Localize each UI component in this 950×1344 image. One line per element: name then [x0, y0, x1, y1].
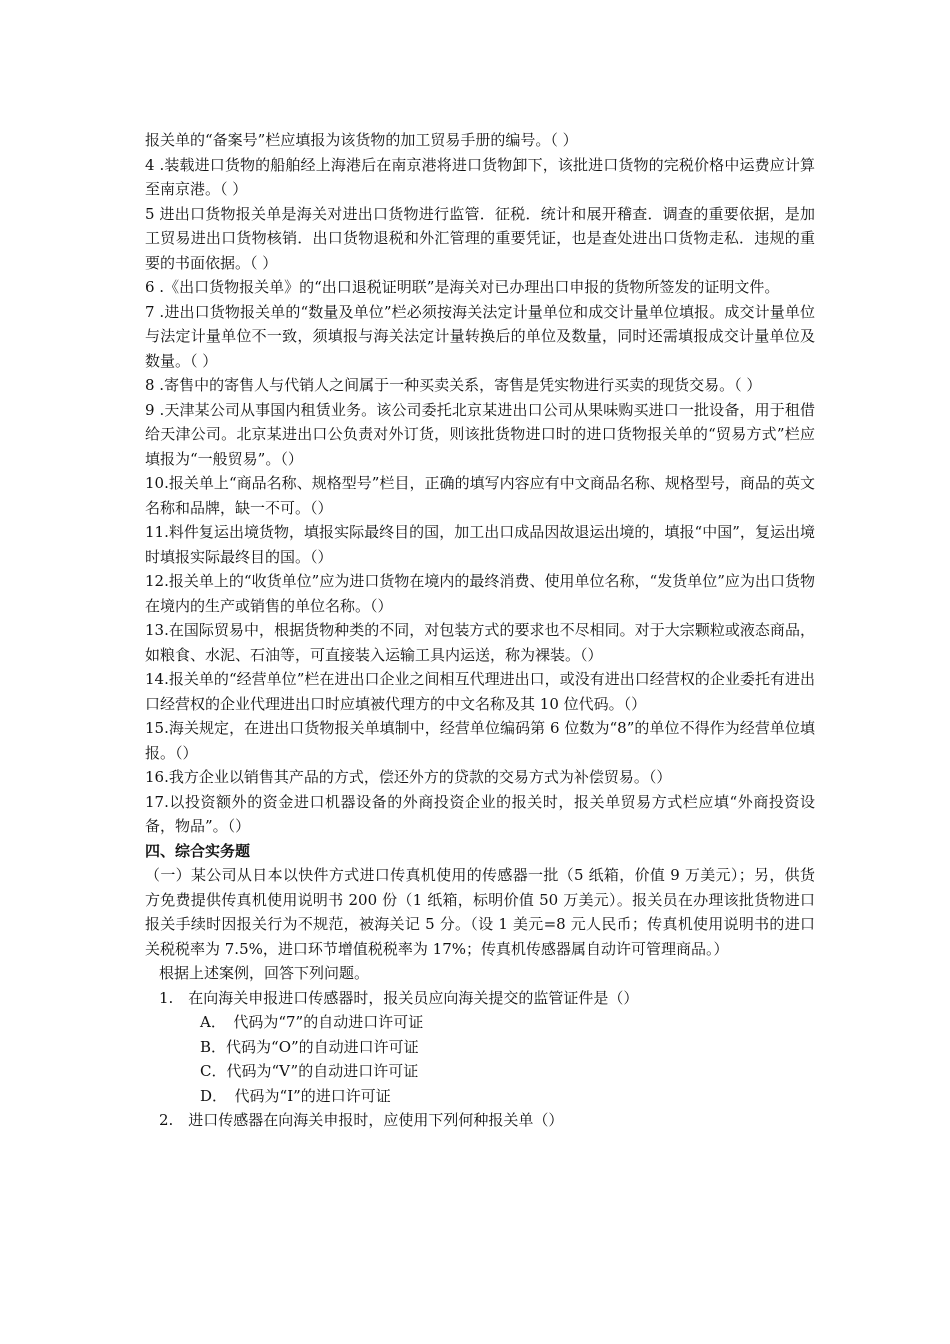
paragraph-7: 7 .进出口货物报关单的“数量及单位”栏必须按海关法定计量单位和成交计量单位填报。成交计量单位与法定计量单位不一致，须填报与海关法定计量转换后的单位及数量，同时还需填报成交计量单位及数量。（ ） [145, 302, 815, 370]
paragraph-4: 4 .装载进口货物的船舶经上海港后在南京港将进口货物卸下，该批进口货物的完税价格中运费应计算至南京港。（ ） [145, 155, 815, 198]
section-heading: 四、综合实务题 [145, 841, 251, 860]
paragraph-13: 13.在国际贸易中，根据货物种类的不同，对包装方式的要求也不尽相同。对于大宗颗粒或液态商品，如粮食、水泥、石油等，可直接装入运输工具内运送，称为裸装。（） [145, 621, 815, 664]
paragraph-5: 5 进出口货物报关单是海关对进出口货物进行监管．征税．统计和展开稽查．调查的重要依据，是加工贸易进出口货物核销．出口货物退税和外汇管理的重要凭证，也是查处进出口货物走私．违规的重要的书面依据。（ ） [145, 204, 815, 272]
paragraph-9: 9 .天津某公司从事国内租赁业务。该公司委托北京某进出口公司从果味购买进口一批设备，用于租借给天津公司。北京某进出口公负责对外订货，则该批货物进口时的进口货物报关单的“贸易方式”栏应填报为“一般贸易”。（） [145, 400, 815, 468]
paragraph-8: 8 .寄售中的寄售人与代销人之间属于一种买卖关系，寄售是凭实物进行买卖的现货交易。（ ） [145, 376, 762, 394]
paragraph-17: 17.以投资额外的资金进口机器设备的外商投资企业的报关时，报关单贸易方式栏应填“外商投资设备，物品”。（） [145, 792, 815, 835]
question-1-option-b: B．代码为“O”的自动进口许可证 [200, 1037, 419, 1056]
paragraph-6: 6 .《出口货物报关单》的“出口退税证明联”是海关对已办理出口申报的货物所签发的证明文件。 [145, 278, 780, 296]
paragraph-10: 10.报关单上“商品名称、规格型号”栏目，正确的填写内容应有中文商品名称、规格型号，商品的英文名称和品牌，缺一不可。（） [145, 474, 815, 517]
case-prompt: 根据上述案例，回答下列问题。 [159, 964, 370, 982]
paragraph-14: 14.报关单的“经营单位”栏在进出口企业之间相互代理进出口，或没有进出口经营权的企业委托有进出口经营权的企业代理进出口时应填被代理方的中文名称及其 10 位代码。（） [145, 670, 815, 713]
paragraph-16: 16.我方企业以销售其产品的方式，偿还外方的贷款的交易方式为补偿贸易。（） [145, 768, 672, 786]
paragraph-12: 12.报关单上的“收货单位”应为进口货物在境内的最终消费、使用单位名称，“发货单位”应为出口货物在境内的生产或销售的单位名称。（） [145, 572, 815, 615]
paragraph-11: 11.料件复运出境货物，填报实际最终目的国，加工出口成品因故退运出境的，填报“中国”，复运出境时填报实际最终目的国。（） [145, 523, 815, 566]
paragraph-3-cont: 报关单的“备案号”栏应填报为该货物的加工贸易手册的编号。（ ） [145, 131, 578, 149]
document-body [145, 128, 815, 1133]
question-1-option-a: A． 代码为“7”的自动进口许可证 [200, 1013, 424, 1031]
question-1-option-c: C．代码为“V”的自动进口许可证 [200, 1062, 419, 1080]
question-1: 1. 在向海关申报进口传感器时，报关员应向海关提交的监管证件是（） [159, 988, 639, 1007]
question-1-option-d: D． 代码为“I”的进口许可证 [200, 1086, 391, 1105]
case-text: （一）某公司从日本以快件方式进口传真机使用的传感器一批（5 纸箱，价值 9 万美元）；另，供货方免费提供传真机使用说明书 200 份（1 纸箱，标明价值 50 万美元）。报关员在办理该批货物进口报关手续时因报关行为不规范，被海关记 5 分。（设 1 美元=8 元人民币；传真机使用说明书的进口关税税率为 7.5%，进口环节增值税税率为 17%；传真机传感器属自动许可管理商品。） [145, 866, 815, 958]
question-2: 2. 进口传感器在向海关申报时，应使用下列何种报关单（） [159, 1111, 564, 1129]
paragraph-15: 15.海关规定，在进出口货物报关单填制中，经营单位编码第 6 位数为“8”的单位不得作为经营单位填报。（） [145, 719, 815, 762]
